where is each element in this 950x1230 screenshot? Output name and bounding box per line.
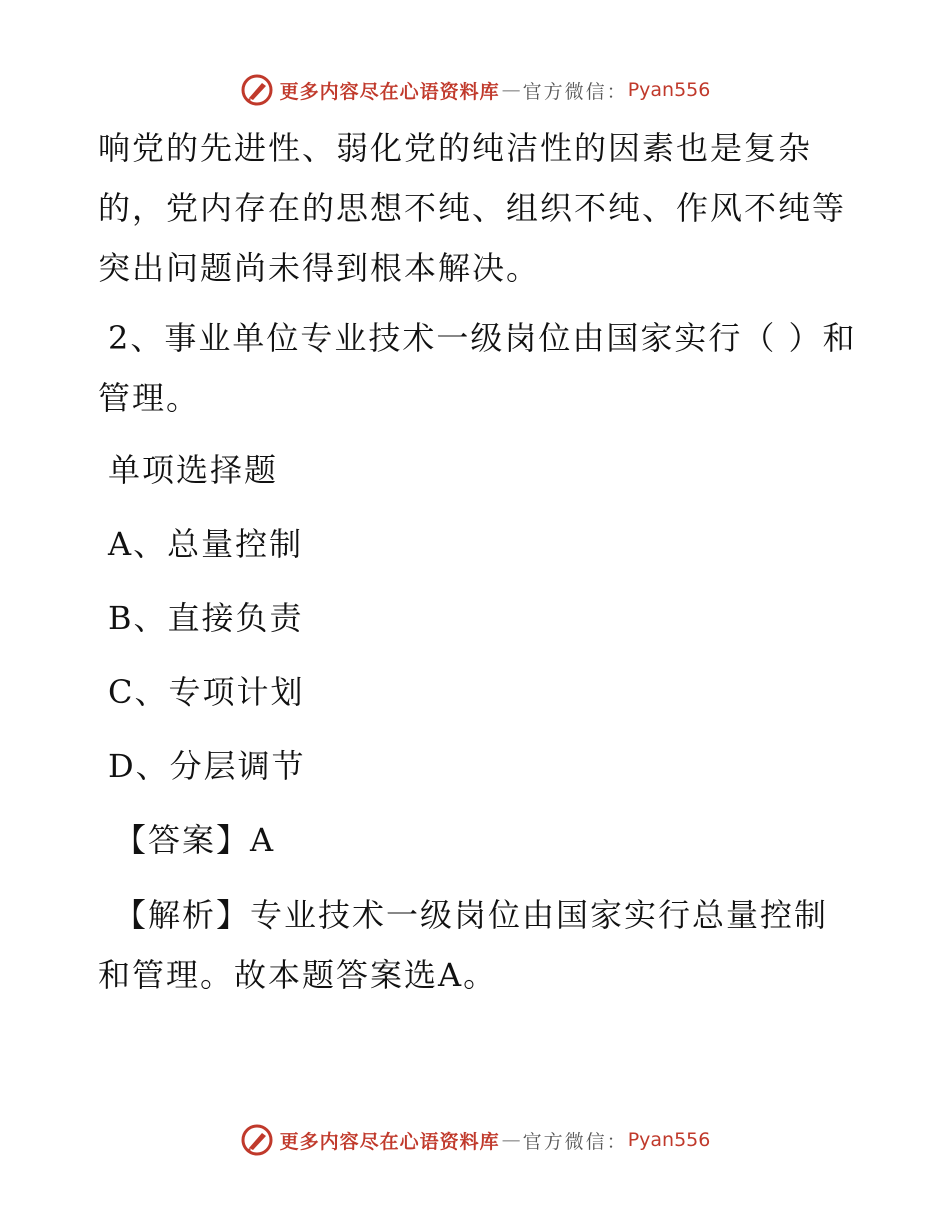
question-line-1: 2、事业单位专业技术一级岗位由国家实行（ ）和 (108, 319, 857, 357)
analysis-line-2: 和管理。故本题答案选A。 (98, 956, 498, 994)
wechat-label: 官方微信： (522, 80, 628, 103)
paragraph-line-1: 响党的先进性、弱化党的纯洁性的因素也是复杂 (98, 129, 813, 167)
paragraph-line-3: 突出问题尚未得到根本解决。 (98, 249, 541, 287)
answer-line: 【答案】A (114, 821, 276, 859)
option-d: D、分层调节 (108, 747, 306, 785)
option-c: C、专项计划 (108, 673, 305, 711)
pen-circle-logo-icon (240, 73, 274, 107)
footer-watermark-banner (0, 1120, 950, 1160)
option-a: A、总量控制 (108, 525, 304, 563)
paragraph-line-2: 的，党内存在的思想不纯、组织不纯、作风不纯等 (98, 189, 847, 227)
pen-circle-logo-icon (240, 1123, 274, 1157)
site-name: 更多内容尽在心语资料库 (279, 1130, 500, 1153)
wechat-id: Pyan556 (627, 79, 711, 101)
analysis-line-1: 【解析】专业技术一级岗位由国家实行总量控制 (114, 896, 829, 934)
site-name: 更多内容尽在心语资料库 (279, 80, 500, 103)
question-type: 单项选择题 (108, 451, 279, 489)
banner-dash: — (501, 1129, 521, 1151)
wechat-label: 官方微信： (522, 1130, 628, 1153)
wechat-id: Pyan556 (627, 1129, 711, 1151)
option-b: B、直接负责 (108, 599, 304, 637)
banner-dash: — (501, 79, 521, 101)
question-line-2: 管理。 (98, 379, 201, 417)
header-watermark-banner (0, 70, 950, 110)
